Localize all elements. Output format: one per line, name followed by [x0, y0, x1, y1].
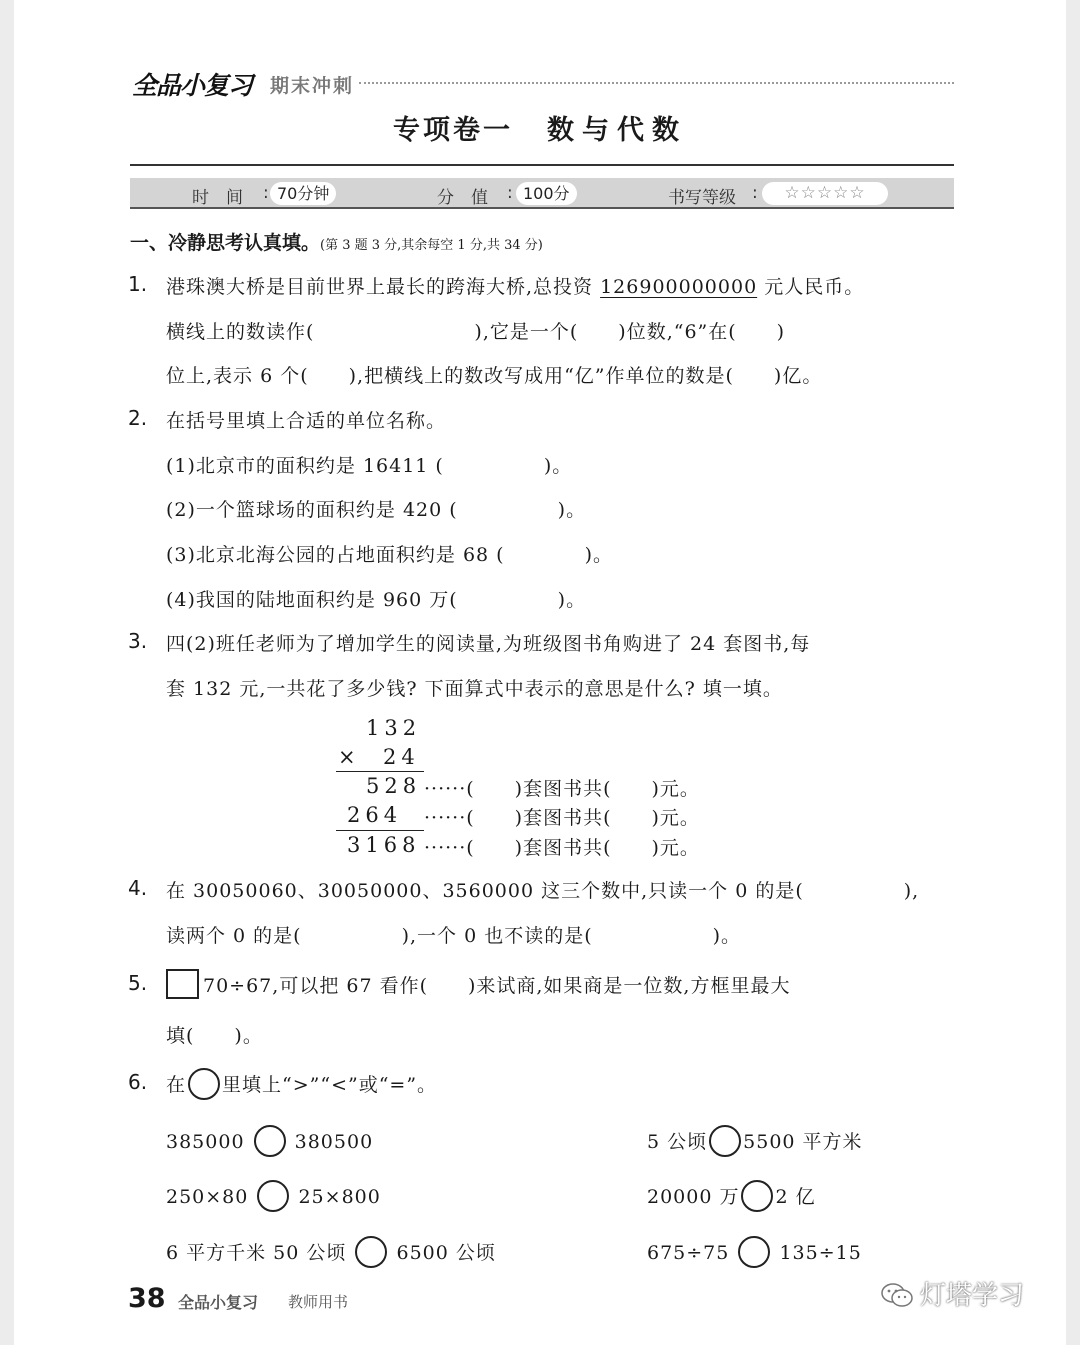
q5-line1 [166, 969, 790, 999]
q4-number: 4. [128, 876, 148, 900]
page-title [14, 108, 1066, 147]
calc-blank-2: ······( )套图书共( )元。 [424, 807, 700, 829]
q2-stem: 在括号里填上合适的单位名称。 [166, 410, 447, 432]
q6-row2-left [166, 1180, 381, 1212]
q6-row3-right [647, 1236, 862, 1268]
footer-brand: 全品小复习 [178, 1293, 259, 1312]
brand-logo: 全品小复习 [132, 71, 253, 100]
q6-r3r-a: 675÷75 [647, 1242, 730, 1264]
calc-multiplicand: 132 [366, 716, 422, 740]
calc-bar-2 [336, 830, 424, 831]
q3-line1: 四(2)班任老师为了增加学生的阅读量,为班级图书角购进了 24 套图书,每 [166, 633, 811, 655]
q6-r2r-a: 20000 万 [647, 1186, 740, 1208]
q6-r1l-a: 385000 [166, 1131, 245, 1153]
q6-r2l-b: 25×800 [298, 1186, 381, 1208]
header-divider [359, 82, 954, 84]
q6-row2-right [647, 1180, 816, 1212]
watermark [880, 1275, 1024, 1312]
worksheet-page [14, 0, 1066, 1345]
q1-underlined-number: 126900000000 [600, 276, 758, 298]
info-bar: 时 间 : 70分钟 分 值 : 100分 书写等级 : ☆☆☆☆☆ [130, 178, 954, 209]
q6-circle-icon [188, 1068, 220, 1100]
calc-bar-1 [336, 771, 424, 772]
q5-text: 70÷67,可以把 67 看作( )来试商,如果商是一位数,方框里最大 [203, 975, 791, 997]
q2-item-3: (3)北京北海公园的占地面积约是 68 ( )。 [166, 544, 613, 566]
writing-grade-stars: ☆☆☆☆☆ [762, 182, 888, 205]
q6-number: 6. [128, 1070, 148, 1094]
score-label: 分 值 [437, 188, 488, 208]
q6-stem-a: 在 [166, 1074, 187, 1096]
q1-text-b: 元人民币。 [757, 276, 865, 298]
time-value: 70分钟 [270, 182, 336, 205]
q1-text-a: 港珠澳大桥是目前世界上最长的跨海大桥,总投资 [166, 276, 601, 298]
q1-line2: 横线上的数读作( ),它是一个( )位数,“6”在( ) [166, 321, 786, 343]
title-rule [130, 164, 954, 166]
q6-r1r-a: 5 公顷 [647, 1131, 708, 1153]
q6-r3l-b: 6500 公顷 [396, 1242, 496, 1264]
q2-item-1: (1)北京市的面积约是 16411 ( )。 [166, 455, 573, 477]
calc-blank-1: ······( )套图书共( )元。 [424, 778, 700, 800]
time-label: 时 间 [192, 188, 243, 208]
compare-circle[interactable] [257, 1180, 289, 1212]
q6-r2r-b: 2 亿 [775, 1186, 816, 1208]
section-note: (第 3 题 3 分,其余每空 1 分,共 34 分) [320, 238, 543, 253]
compare-circle[interactable] [709, 1125, 741, 1157]
calc-product: 3168 [347, 833, 421, 857]
watermark-text: 灯塔学习 [920, 1281, 1025, 1311]
q2-number: 2. [128, 406, 148, 430]
section-heading [130, 228, 543, 255]
q6-row3-left [166, 1236, 496, 1268]
score-value: 100分 [516, 182, 577, 205]
writing-grade-label: 书写等级 [668, 188, 736, 208]
calc-blank-3: ······( )套图书共( )元。 [424, 837, 700, 859]
sub-brand: 期末冲刺 [270, 75, 355, 97]
footer-book-type: 教师用书 [288, 1293, 349, 1311]
calc-times-sign: × [338, 745, 361, 769]
q4-line1: 在 30050060、30050000、3560000 这三个数中,只读一个 0 的是( ), [166, 880, 920, 902]
compare-circle[interactable] [741, 1180, 773, 1212]
q3-number: 3. [128, 629, 148, 653]
q6-row1-left [166, 1125, 373, 1157]
q1-line1 [166, 272, 864, 299]
compare-circle[interactable] [738, 1236, 770, 1268]
q6-r1l-b: 380500 [294, 1131, 374, 1153]
q1-number: 1. [128, 272, 148, 296]
title-left: 专项卷一 [393, 115, 513, 146]
section-title: 一、冷静思考认真填。 [130, 232, 321, 254]
q2-item-4: (4)我国的陆地面积约是 960 万( )。 [166, 589, 587, 611]
calc-multiplier: 24 [383, 745, 420, 769]
compare-circle[interactable] [355, 1236, 387, 1268]
compare-circle[interactable] [254, 1125, 286, 1157]
q6-r1r-b: 5500 平方米 [743, 1131, 863, 1153]
title-right: 数与代数 [547, 115, 687, 146]
q6-stem [166, 1068, 437, 1100]
q6-r3r-b: 135÷15 [779, 1242, 862, 1264]
q1-line3: 位上,表示 6 个( ),把横线上的数改写成用“亿”作单位的数是( )亿。 [166, 365, 823, 387]
q2-item-2: (2)一个篮球场的面积约是 420 ( )。 [166, 499, 587, 521]
q5-number: 5. [128, 971, 148, 995]
q5-square-box[interactable] [166, 969, 199, 999]
page-number: 38 [128, 1283, 166, 1314]
calc-partial-2: 264 [347, 803, 403, 827]
q5-line2: 填( )。 [166, 1025, 263, 1047]
q6-r2l-a: 250×80 [166, 1186, 249, 1208]
q3-line2: 套 132 元,一共花了多少钱? 下面算式中表示的意思是什么? 填一填。 [166, 678, 783, 700]
q6-r3l-a: 6 平方千米 50 公顷 [166, 1242, 347, 1264]
calc-partial-1: 528 [366, 774, 422, 798]
q4-line2: 读两个 0 的是( ),一个 0 也不读的是( )。 [166, 925, 742, 947]
q6-stem-b: 里填上“>”“<”或“=”。 [222, 1074, 438, 1096]
q6-row1-right [647, 1125, 863, 1157]
wechat-icon [880, 1282, 914, 1308]
